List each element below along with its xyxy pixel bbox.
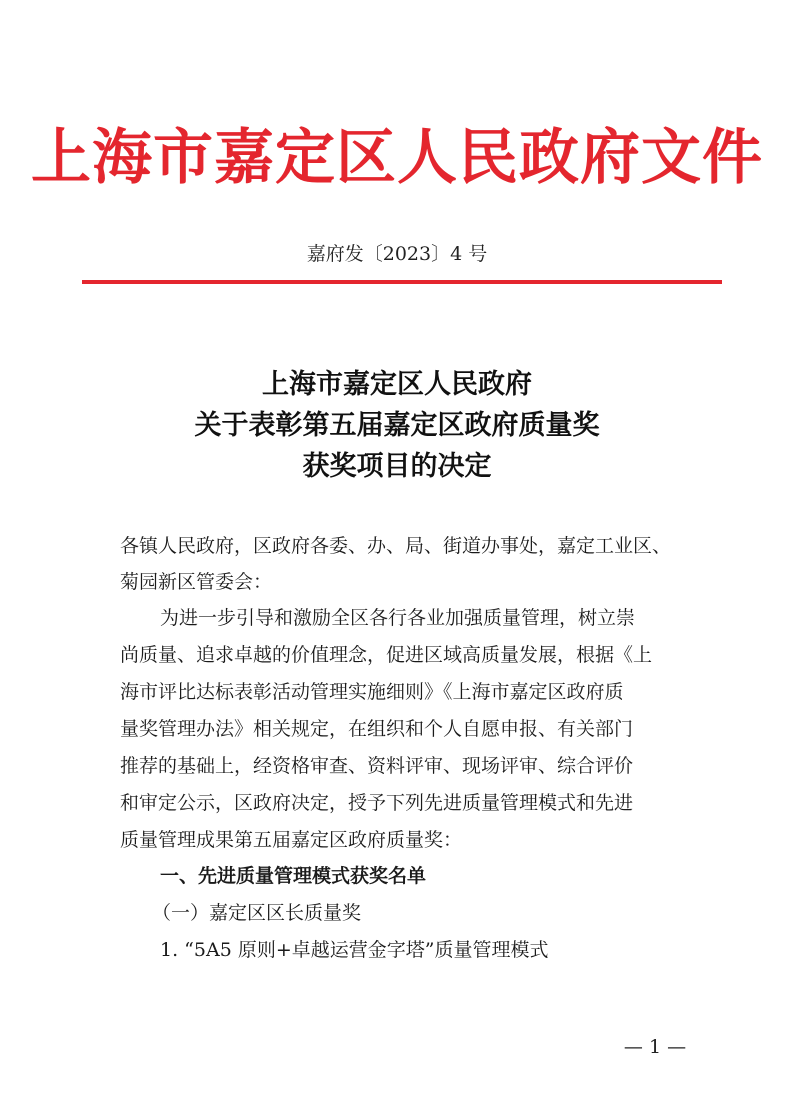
paragraph-line: 和审定公示，区政府决定，授予下列先进质量管理模式和先进 [120,792,634,814]
issuing-authority-title: 上海市嘉定区人民政府文件 [31,123,763,193]
red-separator-line [82,280,722,284]
decision-title-line-2: 关于表彰第五届嘉定区政府质量奖 [194,410,600,441]
decision-title-line-1: 上海市嘉定区人民政府 [262,369,532,400]
list-item: 1. “5A5 原则+卓越运营金字塔”质量管理模式 [160,939,549,961]
paragraph-line: 海市评比达标表彰活动管理实施细则》《上海市嘉定区政府质 [120,681,624,703]
section-heading: 一、先进质量管理模式获奖名单 [160,865,427,887]
decision-title-line-3: 获奖项目的决定 [302,451,492,482]
addressee-line-2: 菊园新区管委会： [120,571,273,593]
paragraph-line: 量奖管理办法》相关规定，在组织和个人自愿申报、有关部门 [120,718,634,740]
paragraph-line: 质量管理成果第五届嘉定区政府质量奖： [120,829,463,851]
addressee-line-1: 各镇人民政府，区政府各委、办、局、街道办事处，嘉定工业区、 [120,535,672,557]
document-number: 嘉府发〔2023〕4 号 [306,243,488,265]
subsection-heading: （一）嘉定区区长质量奖 [152,902,362,924]
decision-title [0,364,794,487]
page-number: — 1 — [623,1036,687,1058]
paragraph-line: 为进一步引导和激励全区各行各业加强质量管理，树立崇 [160,607,636,629]
paragraph-line: 推荐的基础上，经资格审查、资料评审、现场评审、综合评价 [120,755,634,777]
paragraph-line: 尚质量、追求卓越的价值理念，促进区域高质量发展，根据《上 [120,644,653,666]
